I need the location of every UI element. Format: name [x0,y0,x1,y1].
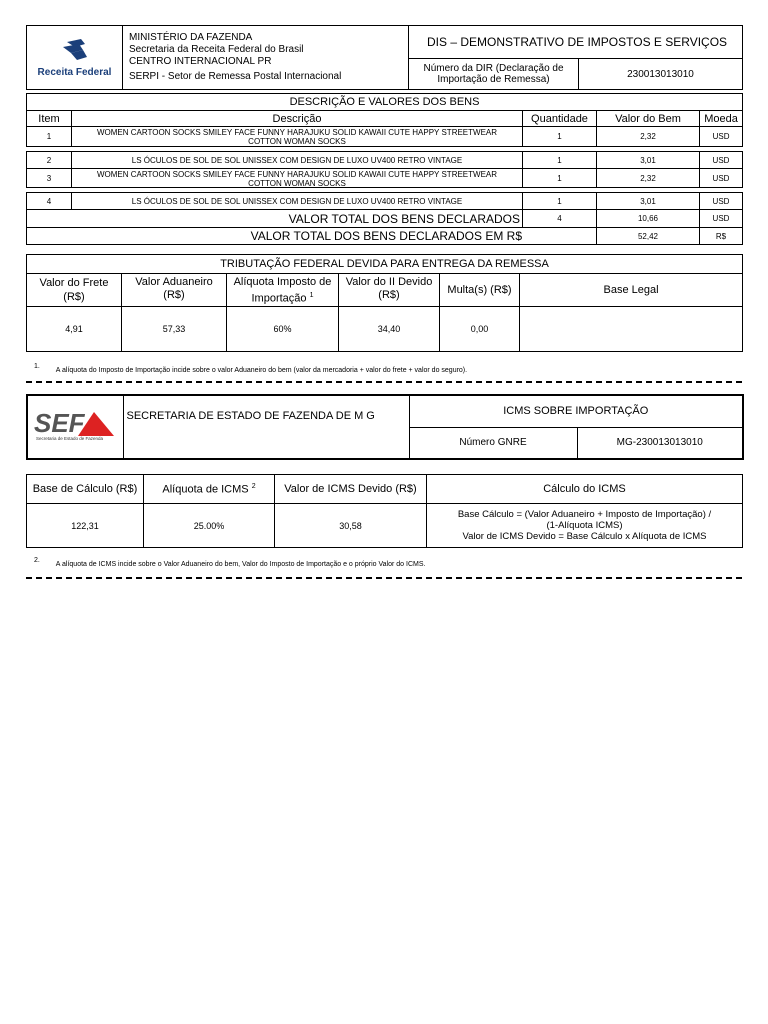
cut-line-2 [26,577,742,579]
federal-tax-table [26,254,743,352]
footnote-1-mark: 1. [34,363,40,370]
goods-table-2 [26,151,743,188]
calc-line-3: Valor de ICMS Devido = Base Cálculo x Alíquota de ICMS [462,531,707,542]
value-ii: 34,40 [339,306,440,351]
col-quantidade: Quantidade [523,111,597,127]
dir-number: 230013013010 [579,59,743,90]
sef-logo-icon [30,408,120,442]
icms-title: ICMS SOBRE IMPORTAÇÃO [409,395,743,427]
col-item: Item [27,111,72,127]
total-value: 10,66 [597,210,700,228]
table-row [27,306,743,351]
total-brl-row [27,228,743,245]
row-value: 3,01 [597,193,700,210]
row-description: WOMEN CARTOON SOCKS SMILEY FACE FUNNY HARAJUKU SOLID KAWAII CUTE HAPPY STREETWEAR COTTON WOMAN SOCKS [96,169,498,187]
org-lines [123,26,409,90]
col-moeda: Moeda [700,111,743,127]
table-row [27,504,743,548]
row-description: LS ÓCULOS DE SOL DE SOL UNISSEX COM DESIGN DE LUXO UV400 RETRO VINTAGE [72,152,523,169]
row-qty: 1 [523,169,597,188]
footnote-1 [34,362,467,372]
org-line-ministerio: MINISTÉRIO DA FAZENDA [129,32,253,43]
calc-formula [427,504,743,548]
value-base-legal [520,306,743,351]
row-item: 2 [27,152,72,169]
row-description: WOMEN CARTOON SOCKS SMILEY FACE FUNNY HARAJUKU SOLID KAWAII CUTE HAPPY STREETWEAR COTTON WOMAN SOCKS [96,128,498,145]
col-ii-devido: Valor do II Devido (R$) [339,274,440,307]
col-calculo-icms: Cálculo do ICMS [427,475,743,504]
total-label: VALOR TOTAL DOS BENS DECLARADOS [27,210,523,228]
cut-line-1 [26,381,742,383]
row-description: LS ÓCULOS DE SOL DE SOL UNISSEX COM DESIGN DE LUXO UV400 RETRO VINTAGE [72,193,523,210]
federal-section-title: TRIBUTAÇÃO FEDERAL DEVIDA PARA ENTREGA DA REMESSA [27,255,743,274]
row-currency: USD [700,169,743,188]
col-icms-devido: Valor de ICMS Devido (R$) [275,475,427,504]
row-item: 3 [27,169,72,188]
value-icms-devido: 30,58 [275,504,427,548]
table-row [27,193,743,210]
value-aliquota: 60% [227,306,339,351]
doc-title: DIS – DEMONSTRATIVO DE IMPOSTOS E SERVIÇOS [409,26,743,59]
footnote-2-text: A alíquota de ICMS incide sobre o Valor Aduaneiro do bem, Valor do Imposto de Importação e o próprio Valor do ICMS. [55,561,426,568]
col-frete: Valor do Frete (R$) [27,274,122,307]
col-multa: Multa(s) (R$) [440,274,520,307]
row-qty: 1 [523,193,597,210]
total-row [27,210,743,228]
gnre-number: MG-230013013010 [577,427,743,459]
total-brl-currency: R$ [700,228,743,245]
dir-label: Número da DIR (Declaração de Importação de Remessa) [409,59,579,90]
state-table [26,394,744,460]
row-currency: USD [700,152,743,169]
row-value: 2,32 [597,169,700,188]
sef-secretaria: SECRETARIA DE ESTADO DE FAZENDA DE M G [123,395,409,459]
row-qty: 1 [523,152,597,169]
col-descricao: Descrição [72,111,523,127]
header-table [26,25,743,90]
sef-logo-cell [27,395,123,459]
receita-logo-text: Receita Federal [37,66,112,78]
total-currency: USD [700,210,743,228]
goods-table [26,93,743,147]
sef-logo-text: SEF [34,407,85,438]
table-row [27,169,743,188]
value-aduaneiro: 57,33 [122,306,227,351]
value-frete: 4,91 [27,306,122,351]
footnote-2 [34,556,425,566]
org-line-serpi: SERPI - Setor de Remessa Postal Internacional [129,71,342,82]
calc-line-1: Base Cálculo = (Valor Aduaneiro + Imposto de Importação) / [457,509,712,520]
row-currency: USD [700,127,743,147]
goods-table-3 [26,192,743,245]
value-multa: 0,00 [440,306,520,351]
calc-line-2: (1-Alíquota ICMS) [546,520,623,531]
goods-section-title: DESCRIÇÃO E VALORES DOS BENS [27,94,743,111]
row-qty: 1 [523,127,597,147]
table-row [27,127,743,147]
col-aliquota-icms-note: 2 [251,482,256,490]
org-line-secretaria: Secretaria da Receita Federal do Brasil [129,44,304,55]
org-line-centro: CENTRO INTERNACIONAL PR [129,56,272,67]
col-valor-bem: Valor do Bem [597,111,700,127]
icms-table [26,474,743,548]
value-base-calculo: 122,31 [27,504,144,548]
row-item: 1 [27,127,72,147]
col-aliquota-note: 1 [309,292,314,299]
gnre-label: Número GNRE [409,427,577,459]
col-base-calculo: Base de Cálculo (R$) [27,475,144,504]
receita-federal-logo-icon [45,38,105,64]
row-value: 3,01 [597,152,700,169]
col-base-legal: Base Legal [520,274,743,307]
table-row [27,152,743,169]
row-item: 4 [27,193,72,210]
row-value: 2,32 [597,127,700,147]
footnote-1-text: A alíquota do Imposto de Importação incide sobre o valor Aduaneiro do bem (valor da mercadoria + valor do frete + valor do seguro). [55,367,468,374]
col-aliquota-icms: Alíquota de ICMS [162,483,249,496]
total-qty: 4 [523,210,597,228]
total-brl-label: VALOR TOTAL DOS BENS DECLARADOS EM R$ [27,228,597,245]
col-aduaneiro: Valor Aduaneiro (R$) [122,274,227,307]
value-aliquota-icms: 25.00% [144,504,275,548]
row-currency: USD [700,193,743,210]
receita-logo-cell [27,26,123,90]
col-aliquota-ii: Alíquota Imposto de Importação [233,276,332,305]
total-brl-value: 52,42 [597,228,700,245]
sef-logo-subtext: Secretaria de Estado de Fazenda [36,435,104,441]
footnote-2-mark: 2. [34,557,40,564]
